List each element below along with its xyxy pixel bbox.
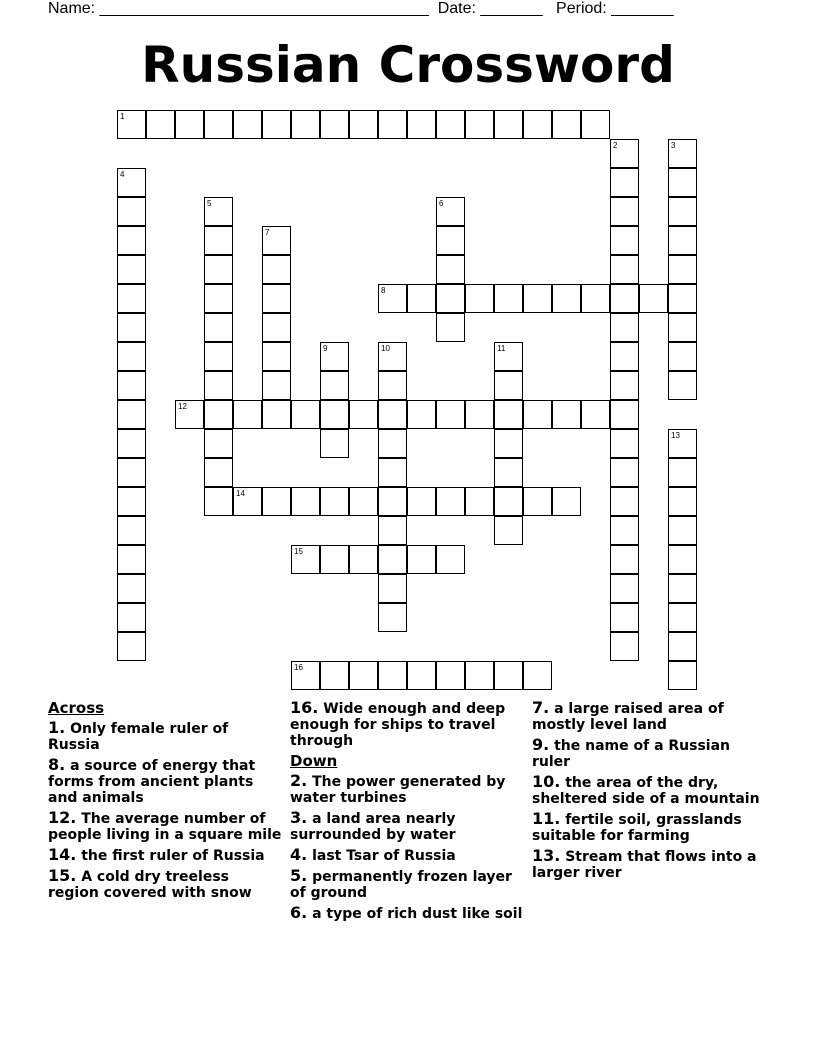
clue-number: 11 xyxy=(497,344,506,353)
clue-across-14: 14. the first ruler of Russia xyxy=(48,845,265,864)
period-field[interactable]: _______ xyxy=(611,0,674,17)
clue-down-13: 13. Stream that flows into a larger river xyxy=(532,846,757,881)
clue-across-15: 15. A cold dry treeless region covered with snow xyxy=(48,866,252,901)
clue-column-2 xyxy=(290,700,526,926)
clue-across-12: 12. The average number of people living in a square mile xyxy=(48,808,282,843)
period-label: Period: xyxy=(556,0,612,17)
clue-number: 2 xyxy=(613,141,618,150)
clue-number: 7 xyxy=(265,228,270,237)
name-label: Name: xyxy=(48,0,100,17)
clue-down-4: 4. last Tsar of Russia xyxy=(290,845,456,864)
across-heading: Across xyxy=(48,699,105,717)
clue-number: 12 xyxy=(178,402,187,411)
clue-column-1 xyxy=(48,700,284,905)
name-field[interactable]: _____________________________________ xyxy=(99,0,429,17)
clue-down-11: 11. fertile soil, grasslands suitable for farming xyxy=(532,809,742,844)
clue-number: 14 xyxy=(236,489,245,498)
clue-down-7: 7. a large raised area of mostly level land xyxy=(532,698,724,733)
clue-number: 6 xyxy=(439,199,444,208)
clue-number: 4 xyxy=(120,170,125,179)
page-title: Russian Crossword xyxy=(141,36,675,94)
clue-across-1: 1. Only female ruler of Russia xyxy=(48,718,229,753)
clue-across-8: 8. a source of energy that forms from ancient plants and animals xyxy=(48,755,256,806)
clue-number: 8 xyxy=(381,286,386,295)
down-heading: Down xyxy=(290,752,338,770)
clue-down-5: 5. permanently frozen layer of ground xyxy=(290,866,512,901)
clue-column-3 xyxy=(532,700,768,885)
clue-number: 13 xyxy=(671,431,680,440)
clue-across-16: 16. Wide enough and deep enough for ships to travel through xyxy=(290,698,506,749)
clue-down-6: 6. a type of rich dust like soil xyxy=(290,903,523,922)
clue-down-10: 10. the area of the dry, sheltered side of a mountain xyxy=(532,772,760,807)
clue-number: 10 xyxy=(381,344,390,353)
clue-down-9: 9. the name of a Russian ruler xyxy=(532,735,731,770)
clue-number: 5 xyxy=(207,199,212,208)
clue-number: 1 xyxy=(120,112,125,121)
clue-number: 9 xyxy=(323,344,328,353)
clue-down-2: 2. The power generated by water turbines xyxy=(290,771,506,806)
clue-number: 15 xyxy=(294,547,303,556)
clue-number: 3 xyxy=(671,141,676,150)
clue-number: 16 xyxy=(294,663,303,672)
clue-down-3: 3. a land area nearly surrounded by water xyxy=(290,808,456,843)
date-label: Date: xyxy=(437,0,481,17)
date-field[interactable]: _______ xyxy=(480,0,543,17)
